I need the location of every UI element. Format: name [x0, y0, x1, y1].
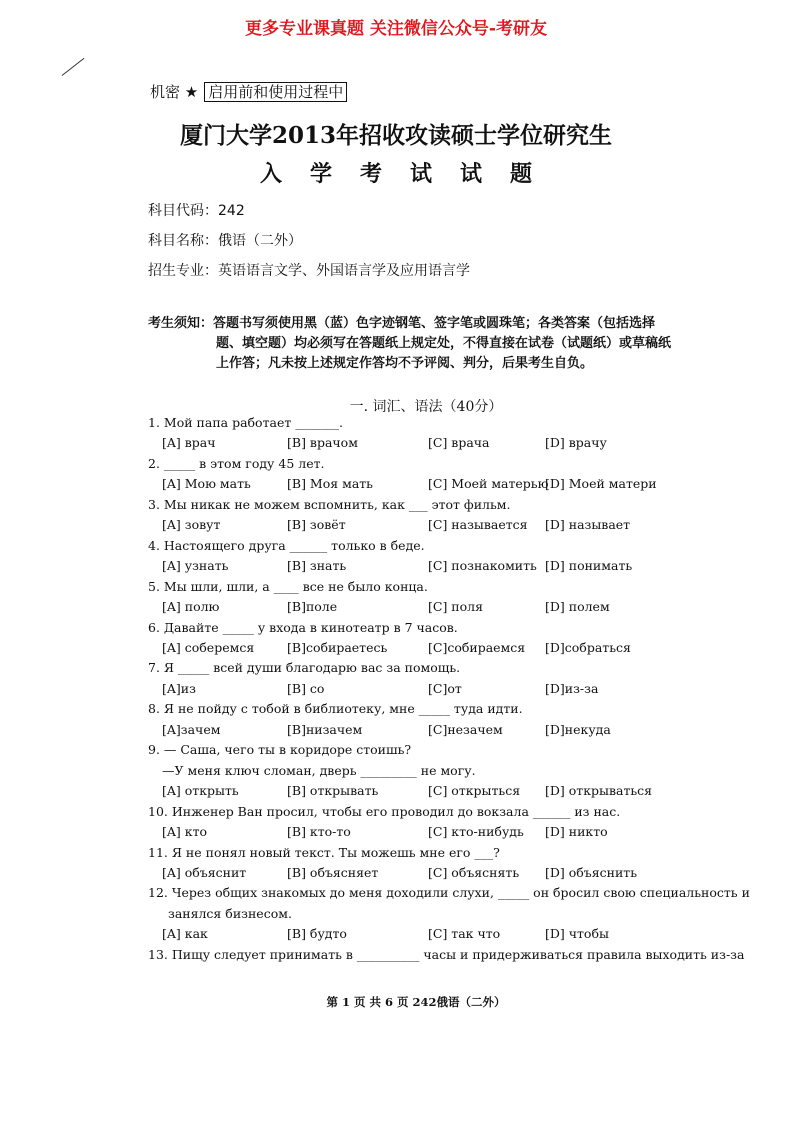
answer-option: [D] Моей матери	[545, 476, 657, 492]
answer-option: [B] кто-то	[287, 824, 351, 840]
answer-option: [A] узнать	[162, 558, 229, 574]
question-text: 5. Мы шли, шли, а ____ все не было конца.	[148, 578, 428, 594]
answer-option: [C] называется	[428, 517, 528, 533]
answer-option: [B] зовёт	[287, 517, 346, 533]
answer-option: [D] чтобы	[545, 926, 609, 942]
exam-title: 厦门大学2013年招收攻读硕士学位研究生	[179, 122, 612, 149]
answer-option: [A] Мою мать	[162, 476, 251, 492]
answer-option: [A] кто	[162, 824, 208, 840]
answer-option: [A] соберемся	[162, 639, 255, 655]
confidential-label	[150, 81, 347, 102]
answer-option: [A] зовут	[162, 517, 221, 533]
subject-code: 科目代码：242	[148, 203, 245, 219]
subject-name: 科目名称：俄语（二外）	[148, 233, 302, 249]
answer-option: [C]от	[428, 680, 462, 696]
answer-option: [D] никто	[545, 824, 608, 840]
answer-option: [A] врач	[162, 435, 216, 451]
majors: 招生专业：英语语言文学、外国语言学及应用语言学	[148, 263, 470, 279]
notice-line: 上作答；凡未按上述规定作答均不予评阅、判分，后果考生自负。	[216, 356, 594, 371]
answer-options	[148, 720, 723, 740]
answer-option: [D]некуда	[545, 721, 611, 737]
answer-option: [A] полю	[162, 599, 220, 615]
answer-option: [B]поле	[287, 599, 338, 615]
page-footer: 第 1 页 共 6 页 242俄语（二外）	[326, 995, 506, 1009]
pen-mark	[62, 58, 85, 76]
answer-option: [C]собираемся	[428, 639, 526, 655]
question-text: 11. Я не понял новый текст. Ты можешь мне его ___?	[148, 844, 500, 860]
answer-options	[148, 822, 723, 842]
question-text: 13. Пищу следует принимать в __________ часы и придерживаться правила выходить из-за	[148, 946, 745, 962]
answer-option: [B] знать	[287, 558, 347, 574]
answer-option: [C] поля	[428, 599, 483, 615]
answer-options	[148, 781, 723, 801]
answer-option: [B] Моя мать	[287, 476, 373, 492]
answer-option: [C]незачем	[428, 721, 503, 737]
answer-option: [B] объясняет	[287, 864, 379, 880]
answer-option: [A] открыть	[162, 783, 239, 799]
answer-option: [B] открывать	[287, 783, 379, 799]
notice-line: 考生须知：答题书写须使用黑（蓝）色字迹钢笔、签字笔或圆珠笔；各类答案（包括选择	[148, 316, 656, 331]
question-text: 3. Мы никак не можем вспомнить, как ___ этот фильм.	[148, 496, 511, 512]
answer-option: [D] понимать	[545, 558, 633, 574]
answer-option: [C] познакомить	[428, 558, 537, 574]
exam-subtitle: 入学考试试题	[259, 161, 560, 187]
answer-option: [D] врачу	[545, 435, 607, 451]
answer-options	[148, 638, 723, 658]
notice-line: 题、填空题）均必须写在答题纸上规定处，不得直接在试卷（试题纸）或草稿纸	[216, 336, 672, 351]
secret-label: 机密 ★	[150, 83, 199, 101]
answer-option: [D] открываться	[545, 783, 653, 799]
question-text: 8. Я не пойду с тобой в библиотеку, мне _____ туда идти.	[148, 701, 523, 717]
answer-options	[148, 863, 723, 883]
answer-options	[148, 515, 723, 535]
answer-option: [C] кто-нибудь	[428, 824, 524, 840]
answer-option: [A]из	[162, 680, 196, 696]
answer-options	[148, 924, 723, 944]
question-text: 1. Мой папа работает _______.	[148, 415, 343, 430]
answer-option: [C] объяснять	[428, 864, 520, 880]
question-text: 10. Инженер Ван просил, чтобы его проводил до вокзала ______ из нас.	[148, 803, 621, 819]
question-text: 7. Я _____ всей души благодарю вас за помощь.	[148, 660, 461, 676]
question-text: 6. Давайте _____ у входа в кинотеатр в 7 часов.	[148, 619, 458, 635]
promo-banner: 更多专业课真题 关注微信公众号-考研友	[245, 19, 547, 39]
answer-options	[148, 679, 723, 699]
exam-notice	[148, 314, 728, 374]
answer-option: [D]собраться	[545, 639, 631, 655]
answer-options	[148, 556, 723, 576]
secret-box: 启用前和使用过程中	[204, 82, 347, 102]
answer-option: [B]низачем	[287, 721, 363, 737]
answer-option: [B] врачом	[287, 435, 358, 451]
question-text: 9. — Саша, чего ты в коридоре стоишь?	[148, 742, 412, 758]
answer-option: [D] объяснить	[545, 864, 638, 880]
section-heading: 一. 词汇、语法（40分）	[349, 399, 503, 415]
answer-options	[148, 597, 723, 617]
question-text: 2. _____ в этом году 45 лет.	[148, 455, 325, 471]
question-list	[148, 413, 750, 965]
answer-option: [D] полем	[545, 599, 610, 615]
question-continuation: —У меня ключ сломан, дверь _________ не могу.	[162, 762, 476, 778]
answer-option: [A]зачем	[162, 721, 221, 737]
answer-option: [B]собираетесь	[287, 639, 388, 655]
answer-option: [A] объяснит	[162, 864, 247, 880]
question-text: 12. Через общих знакомых до меня доходили слухи, _____ он бросил свою специальность и	[148, 885, 750, 901]
answer-option: [C] Моей матерью	[428, 476, 549, 492]
answer-option: [D] называет	[545, 517, 631, 533]
question-text: 4. Настоящего друга ______ только в беде.	[148, 537, 425, 553]
answer-option: [B] со	[287, 680, 325, 696]
answer-options	[148, 433, 723, 453]
answer-options	[148, 474, 723, 494]
question-continuation: занялся бизнесом.	[168, 905, 292, 921]
answer-option: [C] врача	[428, 435, 490, 451]
answer-option: [D]из-за	[545, 680, 599, 696]
answer-option: [A] как	[162, 926, 208, 942]
answer-option: [B] будто	[287, 926, 347, 942]
answer-option: [C] так что	[428, 926, 501, 942]
answer-option: [C] открыться	[428, 783, 521, 799]
